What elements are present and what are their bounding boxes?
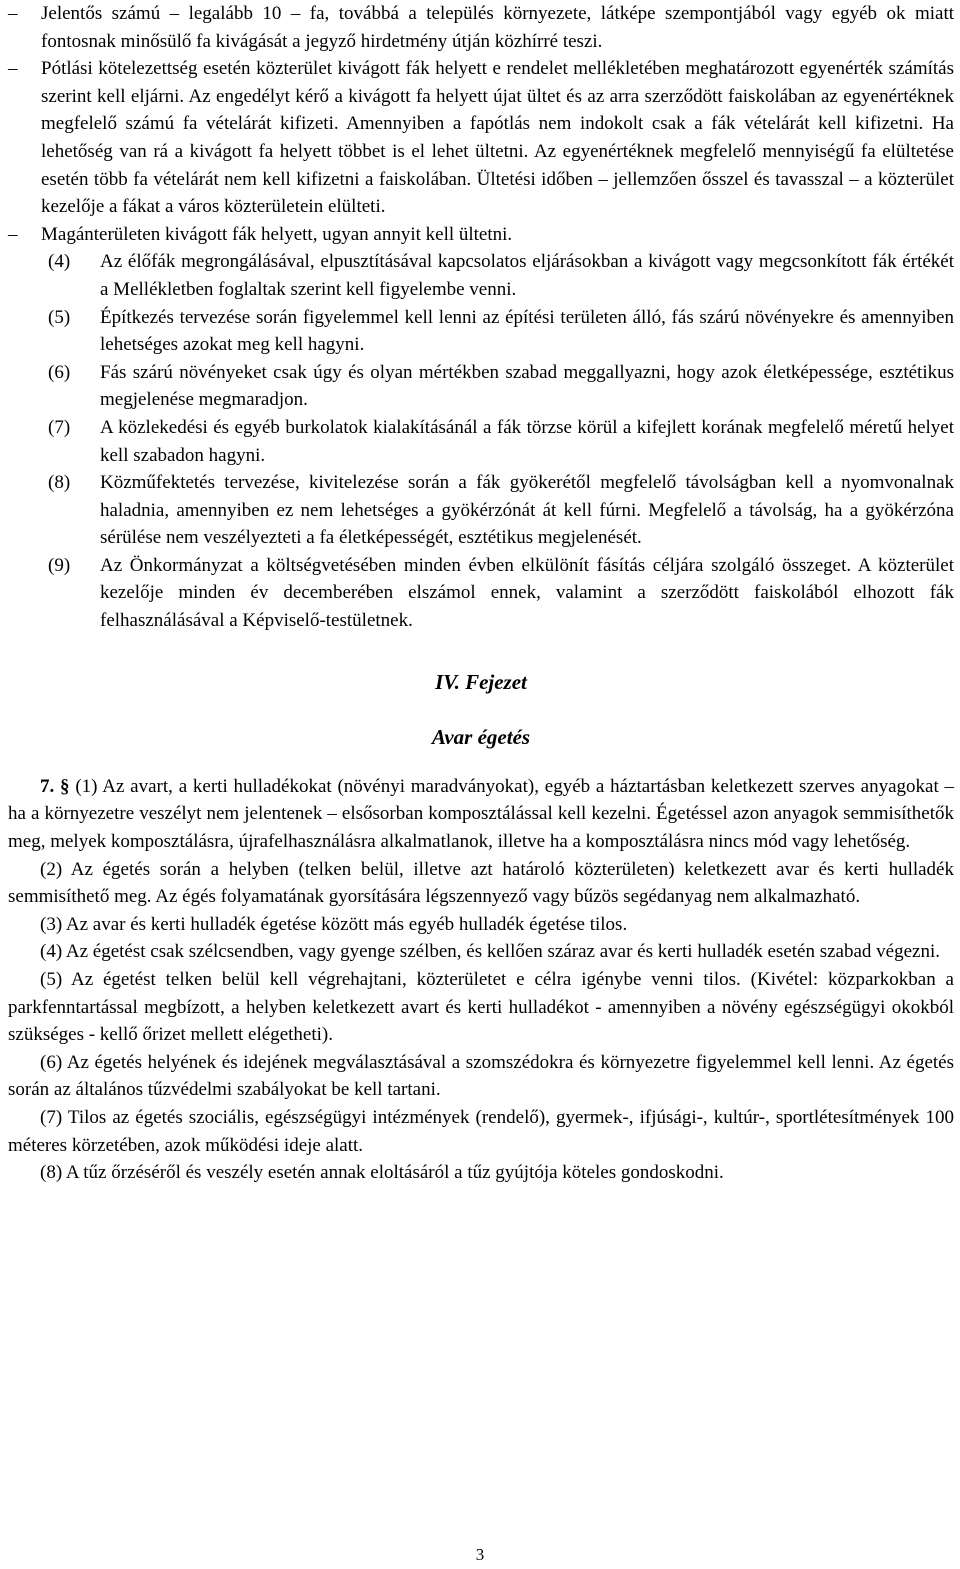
dash-bullet: – bbox=[8, 223, 18, 245]
section-paragraph: (2) Az égetés során a helyben (telken belül, illetve azt határoló közterületen) keletkezett avar és kerti hulladék semmisíthető meg. Az égés folyamatának gyorsítására légszennyező vagy bűzös segédanyag nem alkalmazható. bbox=[8, 858, 954, 908]
paragraph-number: (6) bbox=[48, 361, 71, 383]
paragraph-number: (7) bbox=[48, 416, 71, 438]
section-paragraph: (4) Az égetést csak szélcsendben, vagy gyenge szélben, és kellően száraz avar és kerti hulladék esetén szabad végezni. bbox=[40, 941, 940, 963]
chapter-number: IV. Fejezet bbox=[435, 669, 527, 694]
numbered-paragraph: (9) Az Önkormányzat a költségvetésében minden évben elkülönít fásítás céljára szolgáló összeget. A közterület kezelője minden év decemberében elszámol ennek, valamint a szerződött faiskolából elhozott fák felhasználásával a Képviselő-testületnek. bbox=[8, 552, 954, 635]
dash-bullet: – bbox=[8, 58, 18, 80]
dash-item: – Pótlási kötelezettség esetén közterület kivágott fák helyett e rendelet mellékletében meghatározott egyenérték számítás szerint kell eljárni. Az engedélyt kérő a kivágott fa helyett újat ültet és az arra szerződött faiskolában az egyenértéknek megfelelő számú fa vételárát kifizeti. Amennyiben a fapótlás nem indokolt csak a fák vételárát kell kifizetni. Ha lehetőség van rá a kivágott fa helyett többet is el lehet ültetni. Az egyenértéknek megfelelő mennyiségű fa elültetése esetén több fa vételárát nem kell kifizetni a faiskolában. Ültetési időben – jellemzően ősszel és tavasszal – a közterület kezelője a fákat a város közterületein elülteti. bbox=[8, 55, 954, 221]
section-paragraph: (8) A tűz őrzéséről és veszély esetén annak eloltásáról a tűz gyújtója köteles gondoskodni. bbox=[40, 1162, 724, 1184]
numbered-paragraph: (7) A közlekedési és egyéb burkolatok kialakításánál a fák törzse körül a kifejlett korának megfelelő méretű helyet kell szabadon hagyni. bbox=[8, 414, 954, 469]
numbered-paragraph: (5) Építkezés tervezése során figyelemmel kell lenni az építési területen álló, fás szárú növényekre és amennyiben lehetséges azokat meg kell hagyni. bbox=[8, 304, 954, 359]
section-paragraph: 7. § (1) Az avart, a kerti hulladékokat (növényi maradványokat), egyéb a háztartásban keletkezett szerves anyagokat – ha a környezetre veszélyt nem jelentenek – elsősorban komposztálással kell kezelni. Égetéssel azon anyagok semmisíthetők meg, melyek komposztálásra, újrafelhasználásra alkalmatlanok, illetve ha a komposztálásra nincs mód vagy lehetőség. bbox=[8, 775, 955, 853]
section-paragraph: (3) Az avar és kerti hulladék égetése között más egyéb hulladék égetése tilos. bbox=[40, 913, 628, 935]
paragraph-number: (5) bbox=[48, 306, 71, 328]
paragraph-number: (9) bbox=[48, 554, 71, 576]
chapter-title: Avar égetés bbox=[431, 725, 531, 750]
section-paragraph: (6) Az égetés helyének és idejének megválasztásával a szomszédokra és környezetre figyelemmel kell lenni. Az égetés során az általános tűzvédelmi szabályokat be kell tartani. bbox=[8, 1051, 954, 1101]
numbered-paragraph: (6) Fás szárú növényeket csak úgy és olyan mértékben szabad meggallyazni, hogy azok életképessége, esztétikus megjelenése megmaradjon. bbox=[8, 359, 954, 414]
document-page bbox=[8, 0, 954, 1187]
dash-list bbox=[8, 0, 954, 248]
page-number: 3 bbox=[475, 1545, 485, 1564]
paragraph-number: (8) bbox=[48, 472, 71, 494]
section-label: 7. § bbox=[40, 775, 70, 797]
numbered-paragraph: (4) Az élőfák megrongálásával, elpusztításával kapcsolatos eljárásokban a kivágott vagy megcsonkított fák értékét a Mellékletben foglaltak szerint kell figyelembe venni. bbox=[8, 248, 954, 303]
section-paragraph: (7) Tilos az égetés szociális, egészségügyi intézmények (rendelő), gyermek-, ifjúsági-, kultúr-, sportlétesítmények 100 méteres körzetében, azok működési ideje alatt. bbox=[8, 1106, 954, 1156]
dash-bullet: – bbox=[8, 3, 18, 24]
dash-item: – Jelentős számú – legalább 10 – fa, továbbá a település környezete, látképe szempontjából vagy egyéb ok miatt fontosnak minősülő fa kivágását a jegyző hirdetmény útján közhírré teszi. bbox=[8, 0, 954, 55]
section-7 bbox=[8, 773, 954, 1187]
paragraph-number: (4) bbox=[48, 251, 71, 273]
dash-item: – Magánterületen kivágott fák helyett, ugyan annyit kell ültetni. bbox=[8, 221, 954, 249]
section-paragraph: (5) Az égetést telken belül kell végrehajtani, közterületet e célra igénybe venni tilos. (Kivétel: közparkokban a parkfenntartással megbízott, a helyben keletkezett avart és kerti hulladékot - amennyiben a növény egészségügyi okokból szükséges - kellő őrizet mellett elégetheti). bbox=[8, 969, 954, 1046]
numbered-paragraph: (8) Közműfektetés tervezése, kivitelezése során a fák gyökerétől megfelelő távolságban kell a nyomvonalnak haladnia, amennyiben ez nem lehetséges a gyökérzónát át kell fúrni. Megfelelő a távolság, ha a gyökérzóna sérülése nem veszélyezteti a fa életképességét, esztétikus megjelenését. bbox=[8, 469, 954, 552]
numbered-list bbox=[8, 248, 954, 634]
